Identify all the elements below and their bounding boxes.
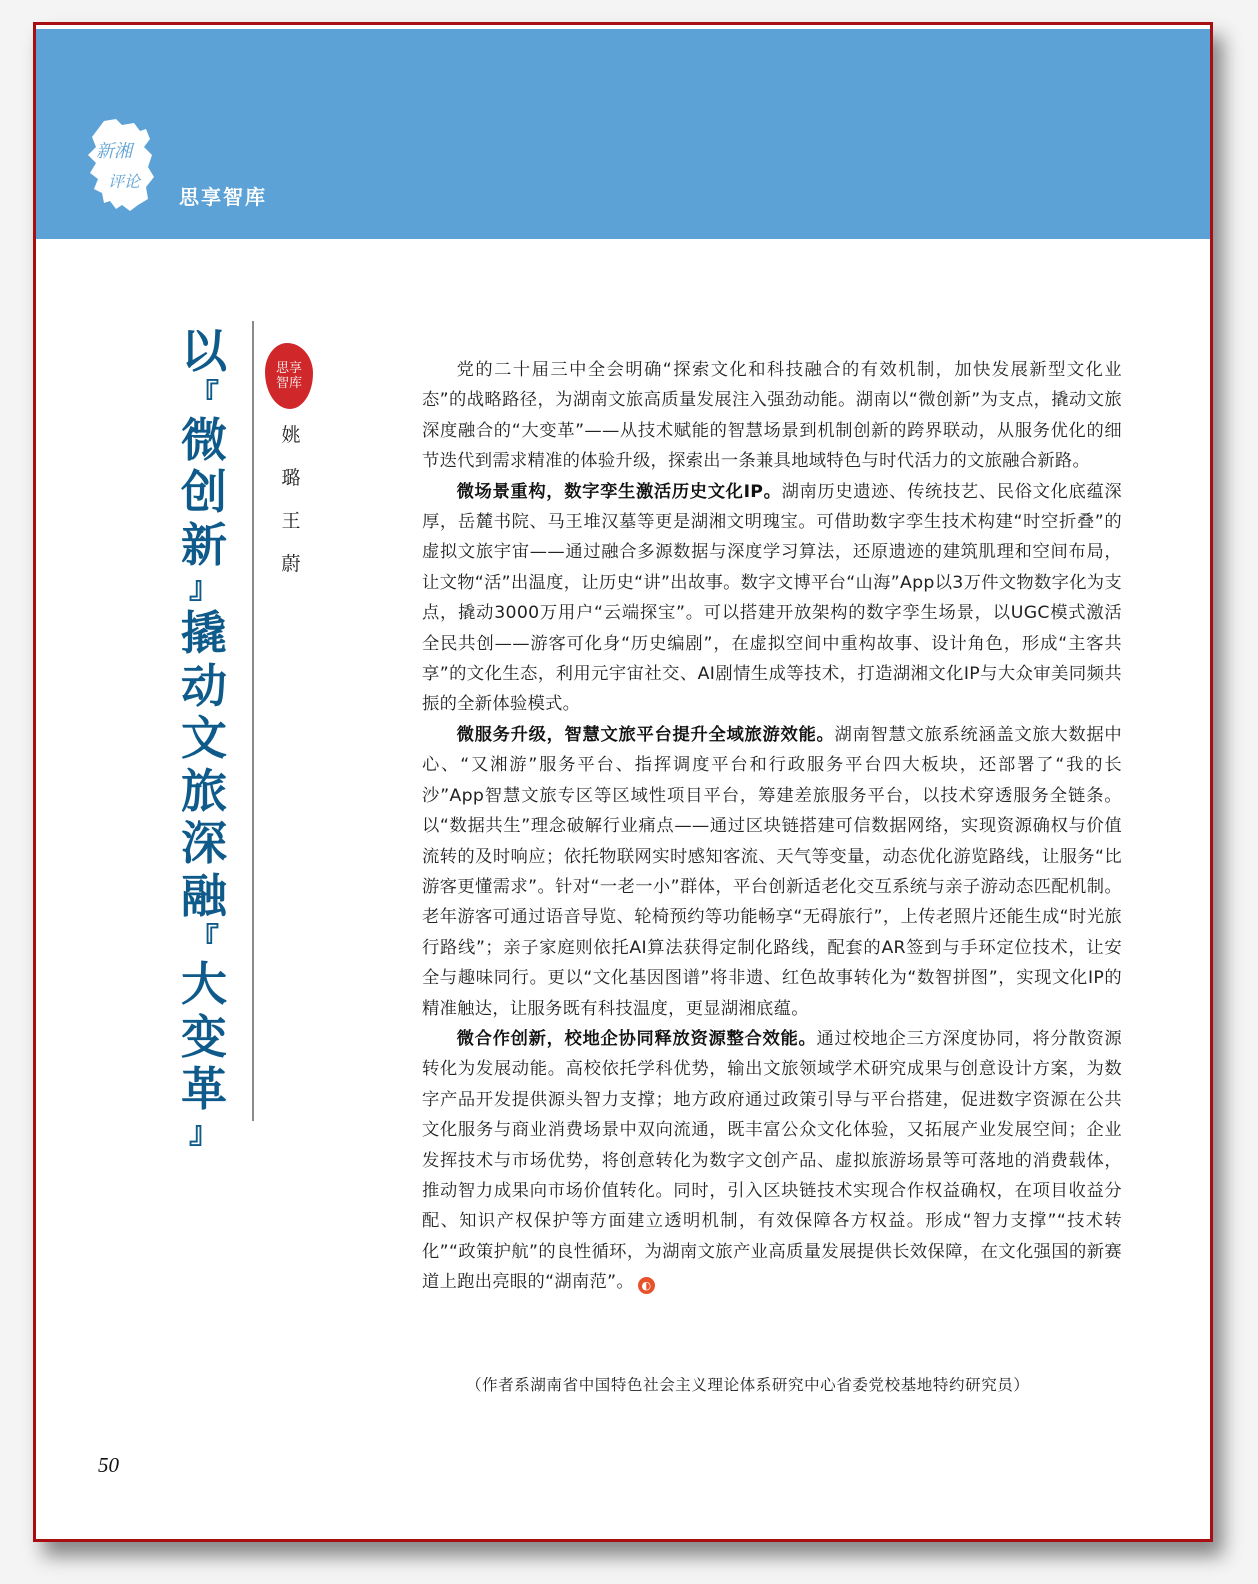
column-seal-icon	[265, 343, 313, 409]
author-char: 蔚	[281, 553, 301, 575]
paragraph-text: 通过校地企三方深度协同，将分散资源转化为发展动能。高校依托学科优势，输出文旅领域学术研究成果与创意设计方案，为数字产品开发提供源头智力支撑；地方政府通过政策引导与平台搭建，促进数字资源在公共文化服务与商业消费场景中双向流通，既丰富公众文化体验，又拓展产业发展空间；企业发挥技术与市场优势，将创意转化为数字文创产品、虚拟旅游场景等可落地的消费载体，推动智力成果向市场价值转化。同时，引入区块链技术实现合作权益确权，在项目收益分配、知识产权保护等方面建立透明机制，有效保障各方权益。形成“智力支撑”“技术转化”“政策护航”的良性循环，为湖南文旅产业高质量发展提供长效保障，在文化强国的新赛道上跑出亮眼的“湖南范”。	[422, 1028, 1122, 1293]
svg-text:评论: 评论	[108, 172, 141, 191]
magazine-page	[33, 22, 1213, 1542]
paragraph-micro-scene	[422, 477, 1122, 720]
paragraph-text: 湖南智慧文旅系统涵盖文旅大数据中心、“又湘游”服务平台、指挥调度平台和行政服务平台四大板块，还部署了“我的长沙”App智慧文旅专区等区域性项目平台，筹建差旅服务平台，以技术穿透服务全链条。以“数据共生”理念破解行业痛点——通过区块链搭建可信数据网络，实现资源确权与价值流转的及时响应；依托物联网实时感知客流、天气等变量，动态优化游览路线，让服务“比游客更懂需求”。针对“一老一小”群体，平台创新适老化交互系统与亲子游动态匹配机制。老年游客可通过语音导览、轮椅预约等功能畅享“无碍旅行”，上传老照片还能生成“时光旅行路线”；亲子家庭则依托AI算法获得定制化路线，配套的AR签到与手环定位技术，让安全与趣味同行。更以“文化基因图谱”将非遗、红色故事转化为“数智拼图”，实现文化IP的精准触达，让服务既有科技温度，更显湖湘底蕴。	[422, 724, 1122, 1019]
title-divider	[252, 321, 254, 1121]
article-body	[422, 355, 1122, 1298]
title-quote-open: 『	[189, 922, 219, 957]
seal-line: 智库	[275, 376, 302, 391]
title-char: 融	[181, 868, 227, 923]
author-char: 璐	[281, 467, 301, 489]
title-char: 以	[181, 324, 227, 378]
title-char: 革	[181, 1062, 227, 1116]
column-name: 思享智库	[179, 185, 267, 209]
author-note: （作者系湖南省中国特色社会主义理论体系研究中心省委党校基地特约研究员）	[466, 1376, 1030, 1394]
title-quote-close: 』	[189, 571, 219, 606]
title-char: 大	[181, 957, 227, 1011]
paragraph-lead: 微服务升级，智慧文旅平台提升全域旅游效能。	[456, 724, 835, 745]
seal-line: 思享	[275, 361, 302, 376]
paragraph-lead: 微场景重构，数字孪生激活历史文化IP。	[456, 481, 782, 502]
title-char: 微	[181, 412, 227, 467]
title-char: 旅	[181, 763, 227, 818]
svg-text:新湘: 新湘	[96, 141, 132, 162]
article-title	[174, 325, 234, 1152]
title-char: 创	[181, 465, 227, 519]
paragraph-micro-service	[422, 720, 1122, 1024]
page-number: 50	[98, 1453, 119, 1477]
author-char: 王	[281, 510, 301, 532]
title-char: 深	[181, 816, 227, 870]
paragraph-text: 党的二十届三中全会明确“探索文化和科技融合的有效机制，加快发展新型文化业态”的战略路径，为湖南文旅高质量发展注入强劲动能。湖南以“微创新”为支点，撬动文旅深度融合的“大变革”——从技术赋能的智慧场景到机制创新的跨界联动，从服务优化的细节迭代到需求精准的体验升级，探索出一条兼具地域特色与时代活力的文旅融合新路。	[422, 360, 1122, 472]
author-byline	[276, 420, 306, 576]
title-char: 动	[181, 658, 227, 713]
paragraph-micro-cooperation	[422, 1024, 1122, 1298]
title-quote-close: 』	[189, 1115, 219, 1151]
author-char: 姚	[281, 424, 301, 446]
paragraph-lead: 微合作创新，校地企协同释放资源整合效能。	[456, 1028, 817, 1049]
end-of-article-icon: ◐	[638, 1277, 655, 1294]
title-char: 文	[181, 711, 227, 765]
title-char: 变	[181, 1009, 227, 1064]
title-quote-open: 『	[189, 377, 219, 413]
header-band	[36, 29, 1210, 239]
paragraph-text: 湖南历史遗迹、传统技艺、民俗文化底蕴深厚，岳麓书院、马王堆汉墓等更是湖湘文明瑰宝。可借助数字孪生技术构建“时空折叠”的虚拟文旅宇宙——通过融合多源数据与深度学习算法，还原遗迹的建筑肌理和空间布局，让文物“活”出温度，让历史“讲”出故事。数字文博平台“山海”App以3万件文物数字化为支点，撬动3000万用户“云端探宝”。可以搭建开放架构的数字孪生场景，以UGC模式激活全民共创——游客可化身“历史编剧”，在虚拟空间中重构故事、设计角色，形成“主客共享”的文化生态，利用元宇宙社交、AI剧情生成等技术，打造湖湘文化IP与大众审美同频共振的全新体验模式。	[422, 481, 1122, 715]
paragraph-intro	[422, 355, 1122, 477]
title-char: 新	[181, 517, 227, 572]
title-char: 撬	[181, 606, 227, 660]
hunan-map-logo-icon	[86, 117, 156, 212]
